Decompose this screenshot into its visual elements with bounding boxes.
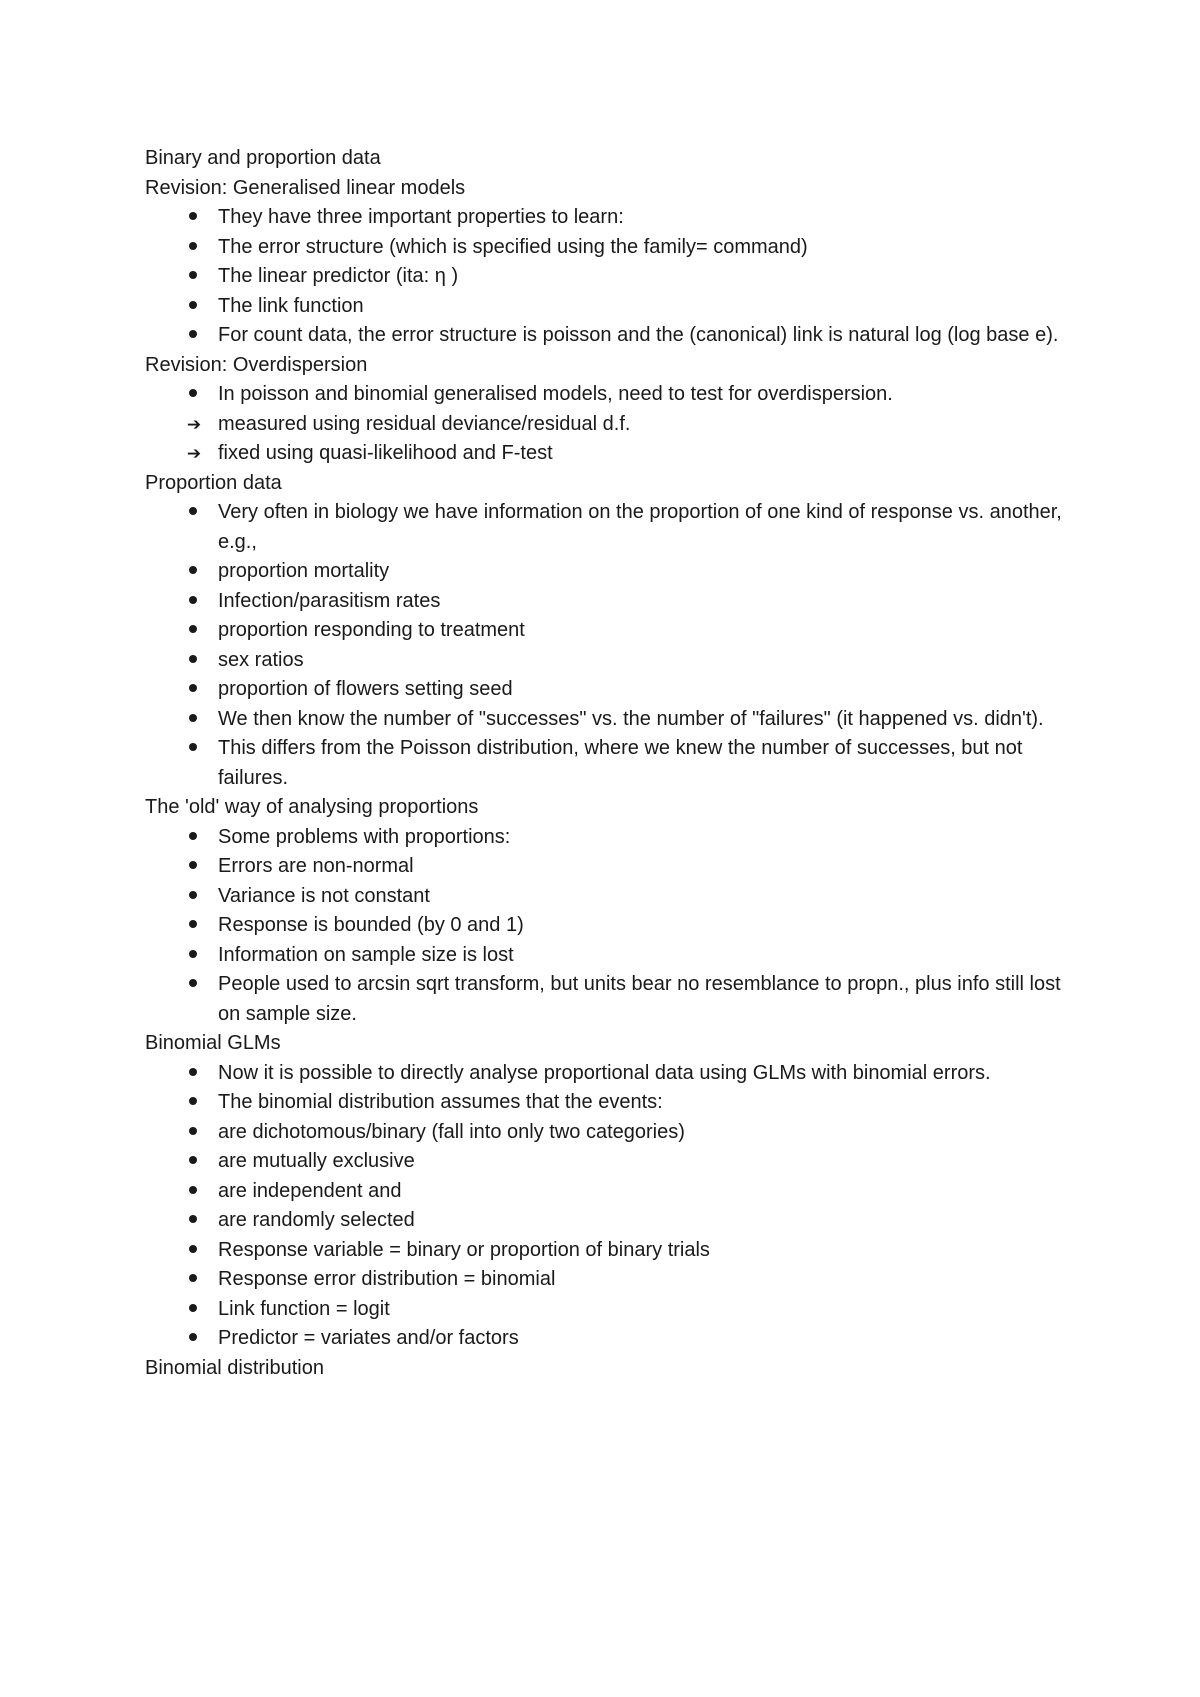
bullet-list-item xyxy=(145,646,1065,676)
bullet-list-item xyxy=(145,734,1065,793)
bullet-list-item xyxy=(145,1236,1065,1266)
bullet-list-item xyxy=(145,616,1065,646)
bullet-icon xyxy=(183,1059,203,1089)
list-item-text: In poisson and binomial generalised models, need to test for overdispersion. xyxy=(218,383,893,405)
bullet-list-item xyxy=(145,970,1065,1029)
bullet-icon xyxy=(183,734,203,764)
bullet-icon xyxy=(183,616,203,646)
bullet-list-item xyxy=(145,233,1065,263)
section-heading: Binomial GLMs xyxy=(145,1032,281,1054)
bullet-list-item xyxy=(145,1118,1065,1148)
list-item-text: are randomly selected xyxy=(218,1209,415,1231)
list-item-text: sex ratios xyxy=(218,648,304,671)
bullet-icon xyxy=(183,1265,203,1295)
arrow-list-item xyxy=(145,410,1065,440)
bullet-list-item xyxy=(145,1206,1065,1236)
bullet-list-item xyxy=(145,1147,1065,1177)
list-item-text: People used to arcsin sqrt transform, but units bear no resemblance to propn., plus info still lost on sample size. xyxy=(218,973,1061,1025)
bullet-list-item xyxy=(145,203,1065,233)
bullet-icon xyxy=(183,557,203,587)
list-item-text: The linear predictor (ita: η ) xyxy=(218,265,459,287)
bullet-icon xyxy=(183,1147,203,1177)
bullet-list-item xyxy=(145,587,1065,617)
bullet-icon xyxy=(183,675,203,705)
list-item-text: Errors are non-normal xyxy=(218,855,414,877)
bullet-icon xyxy=(183,1295,203,1325)
bullet-icon xyxy=(183,1118,203,1148)
bullet-list-item xyxy=(145,262,1065,292)
list-item-text: Response is bounded (by 0 and 1) xyxy=(218,914,524,936)
bullet-icon xyxy=(183,970,203,1000)
list-item-text: Link function = logit xyxy=(218,1297,390,1320)
bullet-list-item xyxy=(145,823,1065,853)
bullet-icon xyxy=(183,1236,203,1266)
section-heading: Proportion data xyxy=(145,471,282,494)
bullet-list-item xyxy=(145,1265,1065,1295)
bullet-icon xyxy=(183,705,203,735)
bullet-icon xyxy=(183,1324,203,1354)
list-item-text: are mutually exclusive xyxy=(218,1150,415,1172)
bullet-icon xyxy=(183,852,203,882)
list-item-text: The binomial distribution assumes that the events: xyxy=(218,1091,663,1113)
list-item-text: Predictor = variates and/or factors xyxy=(218,1327,519,1349)
list-item-text: Now it is possible to directly analyse proportional data using GLMs with binomial errors. xyxy=(218,1061,991,1084)
list-item-text: proportion mortality xyxy=(218,560,390,582)
list-item-text: Very often in biology we have information on the proportion of one kind of response vs. another, e.g., xyxy=(218,501,1062,553)
section-heading: Revision: Generalised linear models xyxy=(145,176,466,199)
bullet-icon xyxy=(183,1088,203,1118)
bullet-list-item xyxy=(145,1088,1065,1118)
list-item-text: Infection/parasitism rates xyxy=(218,589,441,612)
list-item-text: For count data, the error structure is poisson and the (canonical) link is natural log (log base e). xyxy=(218,324,1059,346)
list-item-text: They have three important properties to learn: xyxy=(218,206,624,228)
bullet-icon xyxy=(183,587,203,617)
list-item-text: Response variable = binary or proportion of binary trials xyxy=(218,1238,710,1261)
bullet-list-item xyxy=(145,498,1065,557)
arrow-list-item xyxy=(145,439,1065,469)
list-item-text: Variance is not constant xyxy=(218,884,430,907)
list-item-text: are dichotomous/binary (fall into only two categories) xyxy=(218,1120,685,1143)
section-heading: Revision: Overdispersion xyxy=(145,353,368,376)
list-item-text: proportion of flowers setting seed xyxy=(218,678,513,700)
list-item-text: Information on sample size is lost xyxy=(218,943,514,966)
bullet-icon xyxy=(183,262,203,292)
bullet-icon xyxy=(183,941,203,971)
list-item-text: The error structure (which is specified using the family= command) xyxy=(218,235,808,258)
bullet-icon xyxy=(183,380,203,410)
list-item-text: fixed using quasi-likelihood and F-test xyxy=(218,442,553,464)
bullet-icon xyxy=(183,1206,203,1236)
list-item-text: Some problems with proportions: xyxy=(218,825,511,848)
list-item-text: measured using residual deviance/residual d.f. xyxy=(218,412,631,435)
bullet-icon xyxy=(183,233,203,263)
bullet-list-item xyxy=(145,882,1065,912)
bullet-icon xyxy=(183,646,203,676)
document-body xyxy=(145,144,1065,1383)
bullet-icon xyxy=(183,882,203,912)
list-item-text: Response error distribution = binomial xyxy=(218,1268,556,1290)
bullet-icon xyxy=(183,203,203,233)
list-item-text: The link function xyxy=(218,294,364,317)
bullet-list-item xyxy=(145,1177,1065,1207)
bullet-list-item xyxy=(145,380,1065,410)
bullet-list-item xyxy=(145,705,1065,735)
arrow-icon xyxy=(183,410,203,441)
bullet-icon xyxy=(183,292,203,322)
bullet-list-item xyxy=(145,675,1065,705)
section-heading: Binary and proportion data xyxy=(145,147,381,169)
list-item-text: are independent and xyxy=(218,1179,402,1202)
list-item-text: We then know the number of "successes" vs. the number of "failures" (it happened vs. didn't). xyxy=(218,707,1044,730)
bullet-list-item xyxy=(145,852,1065,882)
bullet-list-item xyxy=(145,1324,1065,1354)
list-item-text: This differs from the Poisson distribution, where we knew the number of successes, but not failures. xyxy=(218,737,1023,789)
arrow-icon xyxy=(183,439,203,470)
bullet-icon xyxy=(183,321,203,351)
bullet-icon xyxy=(183,823,203,853)
section-heading: The 'old' way of analysing proportions xyxy=(145,796,479,818)
bullet-icon xyxy=(183,1177,203,1207)
bullet-icon xyxy=(183,498,203,528)
bullet-list-item xyxy=(145,1059,1065,1089)
bullet-list-item xyxy=(145,557,1065,587)
section-heading: Binomial distribution xyxy=(145,1356,324,1379)
bullet-list-item xyxy=(145,941,1065,971)
bullet-list-item xyxy=(145,321,1065,351)
bullet-icon xyxy=(183,911,203,941)
bullet-list-item xyxy=(145,292,1065,322)
bullet-list-item xyxy=(145,1295,1065,1325)
list-item-text: proportion responding to treatment xyxy=(218,619,525,641)
bullet-list-item xyxy=(145,911,1065,941)
